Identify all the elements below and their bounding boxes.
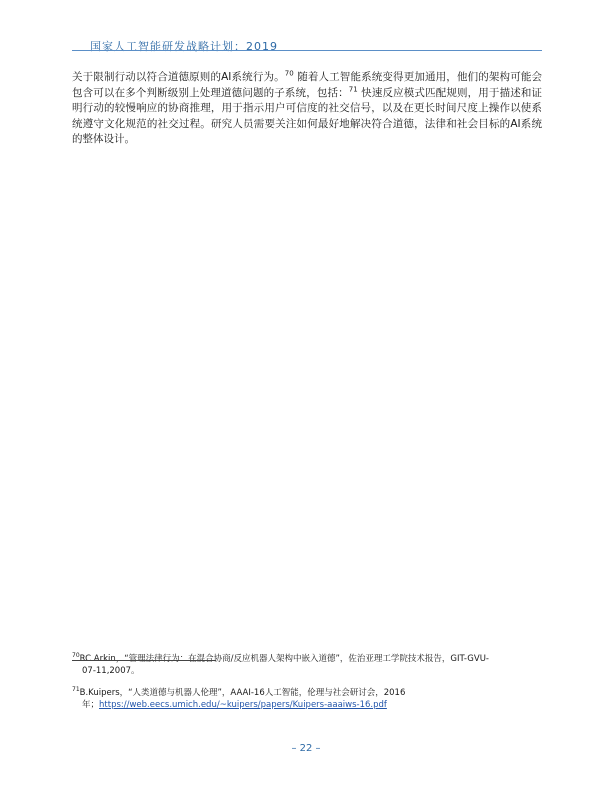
body-text-2: 随着人工智能系统变得更加通用，他们的架构可能会包含可以在多个判断级别上处理道德问题的子系统，包括： [72, 71, 542, 99]
body-paragraph [72, 70, 542, 148]
footnote-70 [72, 650, 542, 678]
footnote-link[interactable]: https://web.eecs.umich.edu/~kuipers/papers/Kuipers-aaaiws-16.pdf [99, 700, 387, 711]
footnote-divider [72, 660, 216, 661]
footnote-continuation: 07-11,2007。 [82, 666, 140, 677]
footnote-continuation [72, 699, 542, 712]
body-text-3: 快速反应模式匹配规则，用于描述和证明行动的较慢响应的协商推理，用于指示用户可信度的社交信号，以及在更长时间尺度上操作以使系统遵守文化规范的社交过程。研究人员需要关注如何最好地解决符合道德，法律和社会目标的AI系统的整体设计。 [72, 86, 543, 145]
header-rule [72, 50, 542, 51]
footnote-year-suffix: 年； [82, 700, 100, 711]
footnote-text: B.Kuipers，“人类道德与机器人伦理”，AAAI-16人工智能，伦理与社会研讨会，2016 [79, 687, 406, 698]
footnote-ref-70[interactable]: 70 [284, 69, 294, 78]
footnote-71 [72, 684, 542, 712]
page-number: – 22 – [291, 743, 321, 754]
footnote-number: 70 [72, 652, 80, 659]
header-title: 国家人工智能研发战略计划：2019 [90, 40, 278, 53]
body-text-1: 关于限制行动以符合道德原则的AI系统行为。 [72, 71, 285, 83]
footnote-ref-71[interactable]: 71 [348, 85, 358, 93]
footnote-text: RC Arkin，“管理法律行为：在混合协商/反应机器人架构中嵌入道德”，佐治亚理工学院技术报告，GIT-GVU- [79, 653, 489, 664]
footnote-number: 71 [72, 685, 80, 693]
